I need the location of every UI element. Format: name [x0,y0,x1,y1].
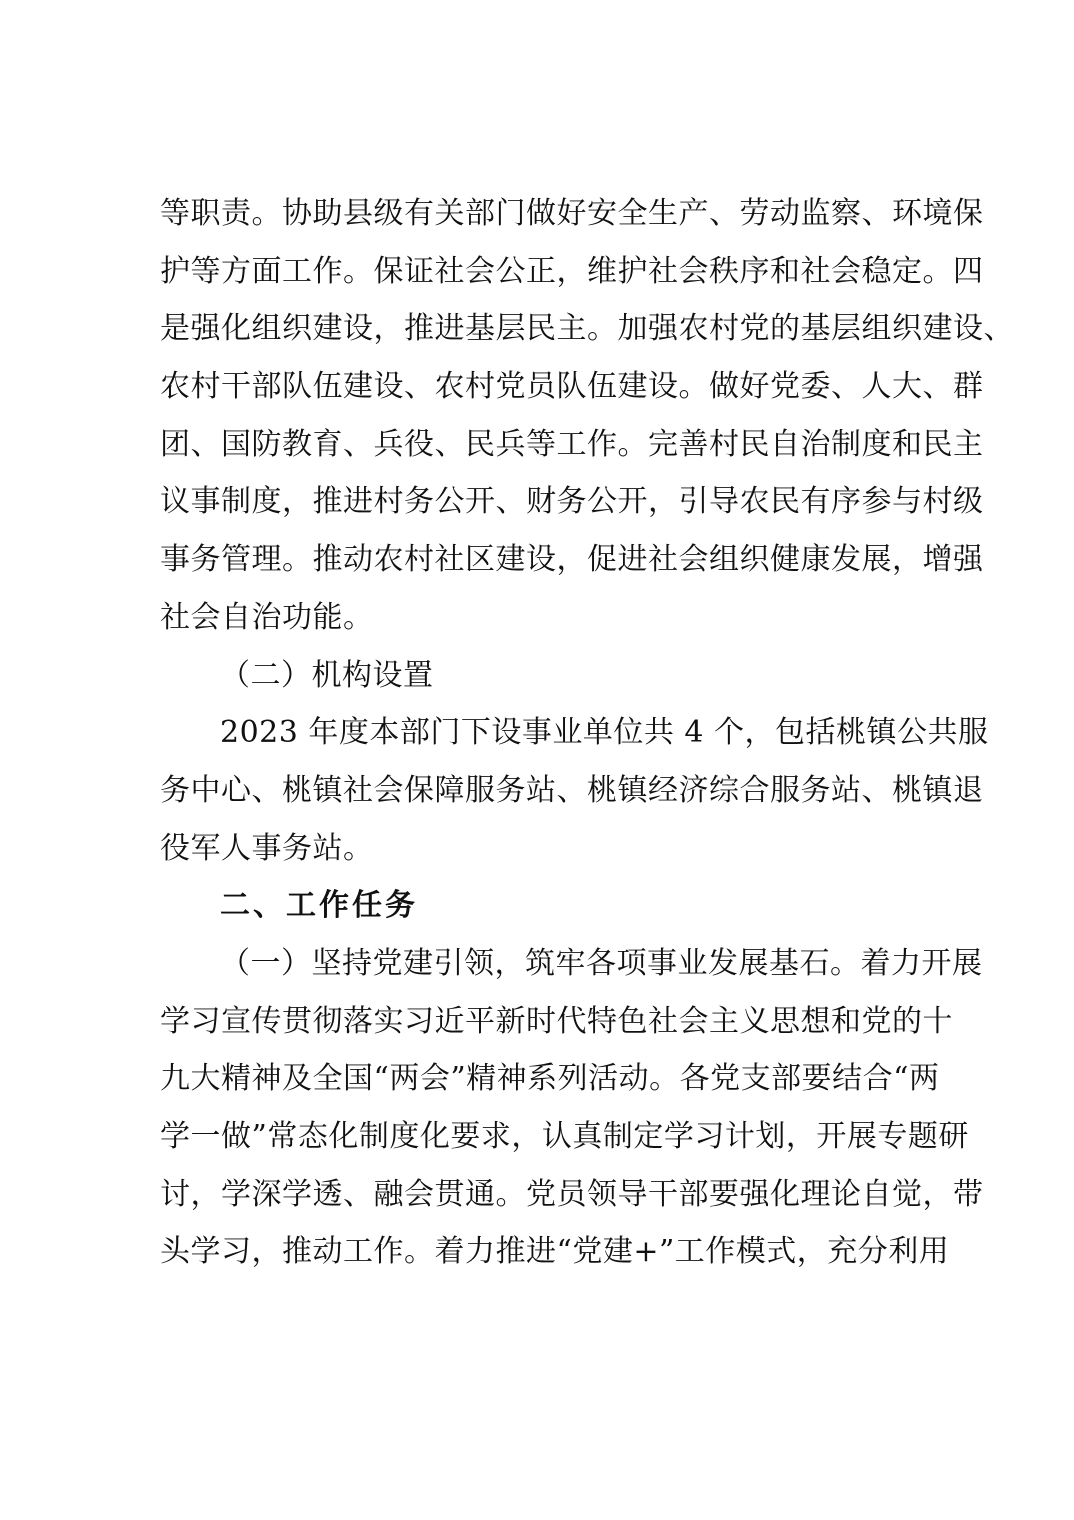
paragraph-line: 九大精神及全国“两会”精神系列活动。各党支部要结合“两 [160,1061,940,1097]
paragraph-line: 农村干部队伍建设、农村党员队伍建设。做好党委、人大、群 [160,369,984,405]
section-subheading: （二）机构设置 [220,657,434,693]
paragraph-line: 是强化组织建设，推进基层民主。加强农村党的基层组织建设、 [160,311,1014,347]
paragraph-line: 团、国防教育、兵役、民兵等工作。完善村民自治制度和民主 [160,426,984,462]
body-text [160,185,1014,1281]
paragraph-line: 务中心、桃镇社会保障服务站、桃镇经济综合服务站、桃镇退 [160,772,984,808]
paragraph-line: 学习宣传贯彻落实习近平新时代特色社会主义思想和党的十 [160,1003,953,1039]
paragraph-line: 役军人事务站。 [160,830,374,866]
paragraph-line: 2023 年度本部门下设事业单位共 4 个，包括桃镇公共服 [220,715,989,751]
paragraph-line: 讨，学深学透、融会贯通。党员领导干部要强化理论自觉，带 [160,1176,984,1212]
section-heading: 二、工作任务 [220,888,418,924]
paragraph-line: 社会自治功能。 [160,599,374,635]
paragraph-line: 议事制度，推进村务公开、财务公开，引导农民有序参与村级 [160,484,984,520]
paragraph-line: 头学习，推动工作。着力推进“党建+”工作模式，充分利用 [160,1234,950,1270]
paragraph-line: （一）坚持党建引领，筑牢各项事业发展基石。着力开展 [220,945,983,981]
paragraph-line: 事务管理。推动农村社区建设，促进社会组织健康发展，增强 [160,542,984,578]
paragraph-line: 等职责。协助县级有关部门做好安全生产、劳动监察、环境保 [160,196,984,231]
paragraph-line: 护等方面工作。保证社会公正，维护社会秩序和社会稳定。四 [160,253,984,289]
paragraph-line: 学一做”常态化制度化要求，认真制定学习计划，开展专题研 [160,1119,969,1154]
